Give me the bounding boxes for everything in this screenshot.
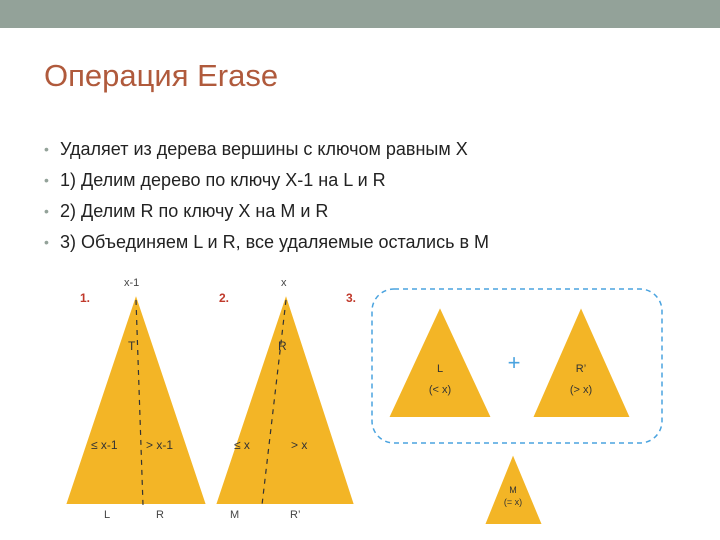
split-merge-diagram — [0, 270, 720, 540]
step1-bottom-left: L — [104, 509, 111, 521]
step1-tree-label: T — [128, 339, 136, 353]
right-tree-name: R’ — [575, 363, 587, 375]
step1-number: 1. — [80, 291, 91, 305]
right-tree-condition: (> x) — [569, 384, 593, 396]
left-tree-triangle — [388, 306, 492, 418]
step2-number: 2. — [219, 291, 230, 305]
top-bar — [0, 0, 720, 28]
bullet-item: • Удаляет из дерева вершины с ключом равным X — [44, 134, 489, 165]
step1-bottom-right: R — [156, 509, 164, 521]
plus-sign: + — [507, 350, 521, 375]
step3-number: 3. — [346, 291, 357, 305]
step2-key: x — [281, 277, 287, 289]
step2-right-label: > x — [291, 438, 308, 452]
left-tree-condition: (< x) — [428, 384, 452, 396]
step1-left-label: ≤ x-1 — [91, 438, 118, 452]
step1-right-label: > x-1 — [146, 438, 174, 452]
bullet-item: • 1) Делим дерево по ключу X-1 на L и R — [44, 165, 489, 196]
step1-key: x-1 — [124, 277, 140, 289]
step2-bottom-left: M — [230, 509, 240, 521]
slide-title: Операция Erase — [44, 58, 279, 93]
step2-left-label: ≤ x — [234, 438, 250, 452]
step2-bottom-right: R’ — [290, 509, 301, 521]
right-tree-triangle — [532, 306, 631, 418]
bullet-list — [44, 134, 489, 258]
bullet-item: • 2) Делим R по ключу X на M и R — [44, 196, 489, 227]
bullet-item: • 3) Объединяем L и R, все удаляемые остались в M — [44, 227, 489, 258]
removed-tree-condition: (= x) — [503, 497, 523, 507]
left-tree-name: L — [436, 363, 444, 375]
step2-tree-label: R — [278, 339, 287, 353]
step2-tree-triangle — [215, 293, 355, 505]
step1-tree-triangle — [65, 293, 207, 505]
removed-tree-name: M — [509, 485, 517, 495]
